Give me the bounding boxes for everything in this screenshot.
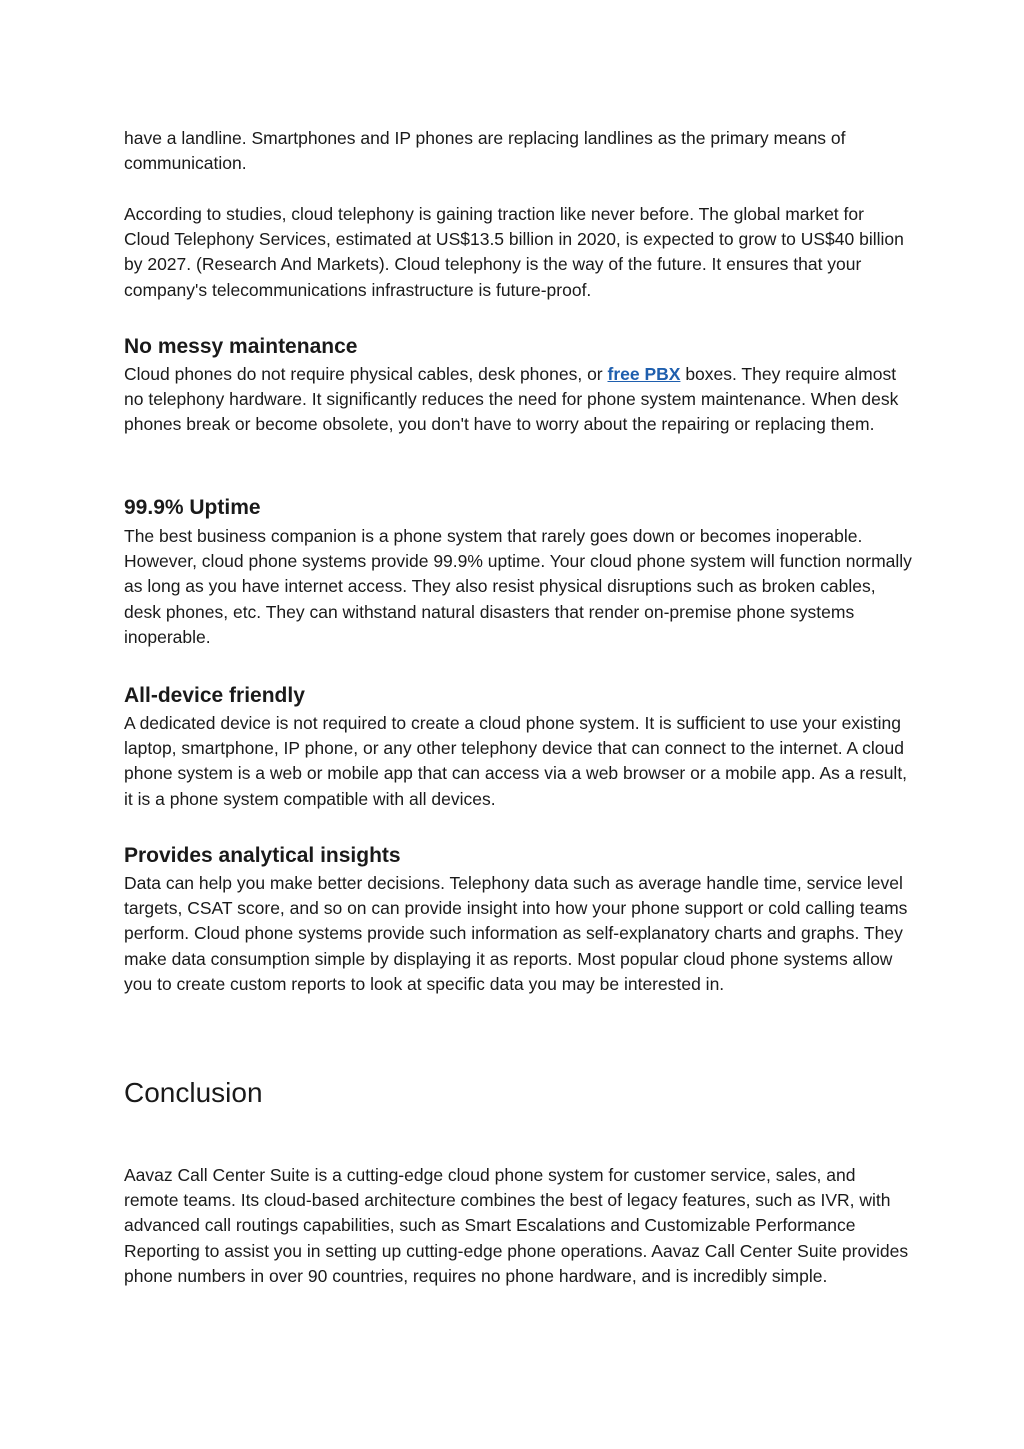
paragraph-uptime: The best business companion is a phone system that rarely goes down or becomes inoperable. However, cloud phone systems provide 99.9% uptime. Your cloud phone system will function normally as long as you have internet access. They also resist physical disruptions such as broken cables, desk phones, etc. They can withstand natural disasters that render on-premise phone systems inoperable. [124, 526, 912, 647]
heading-conclusion: Conclusion [124, 1077, 263, 1108]
intro-paragraph-1: have a landline. Smartphones and IP phones are replacing landlines as the primary means of communication. [124, 128, 846, 174]
intro-paragraph-2: According to studies, cloud telephony is gaining traction like never before. The global market for Cloud Telephony Services, estimated at US$13.5 billion in 2020, is expected to grow to US$40 billion by 2027. (Research And Markets). Cloud telephony is the way of the future. It ensures that your company's telecommunications infrastructure is future-proof. [124, 204, 904, 300]
heading-no-messy-maintenance: No messy maintenance [124, 335, 358, 358]
maintenance-text-before: Cloud phones do not require physical cables, desk phones, or [124, 364, 608, 384]
paragraph-conclusion: Aavaz Call Center Suite is a cutting-edge cloud phone system for customer service, sales, and remote teams. Its cloud-based architecture combines the best of legacy features, such as IVR, with advanced call routings capabilities, such as Smart Escalations and Customizable Performance Reporting to assist you in setting up cutting-edge phone operations. Aavaz Call Center Suite provides phone numbers in over 90 countries, requires no phone hardware, and is incredibly simple. [124, 1165, 909, 1286]
paragraph-device: A dedicated device is not required to create a cloud phone system. It is sufficient to use your existing laptop, smartphone, IP phone, or any other telephony device that can connect to the internet. A cloud phone system is a web or mobile app that can access via a web browser or a mobile app. As a result, it is a phone system compatible with all devices. [124, 713, 908, 809]
heading-all-device-friendly: All-device friendly [124, 684, 305, 707]
heading-analytical-insights: Provides analytical insights [124, 844, 401, 867]
free-pbx-link[interactable]: free PBX [607, 364, 681, 384]
maintenance-text-after: boxes. They require almost no telephony hardware. It significantly reduces the need for phone system maintenance. When desk phones break or become obsolete, you don't have to worry about the repairing or replacing them. [124, 364, 899, 435]
paragraph-analytics: Data can help you make better decisions. Telephony data such as average handle time, service level targets, CSAT score, and so on can provide insight into how your phone support or cold calling teams perform. Cloud phone systems provide such information as self-explanatory charts and graphs. They make data consumption simple by displaying it as reports. Most popular cloud phone systems allow you to create custom reports to look at specific data you may be interested in. [124, 873, 908, 994]
heading-uptime: 99.9% Uptime [124, 496, 261, 519]
paragraph-maintenance [124, 362, 914, 438]
